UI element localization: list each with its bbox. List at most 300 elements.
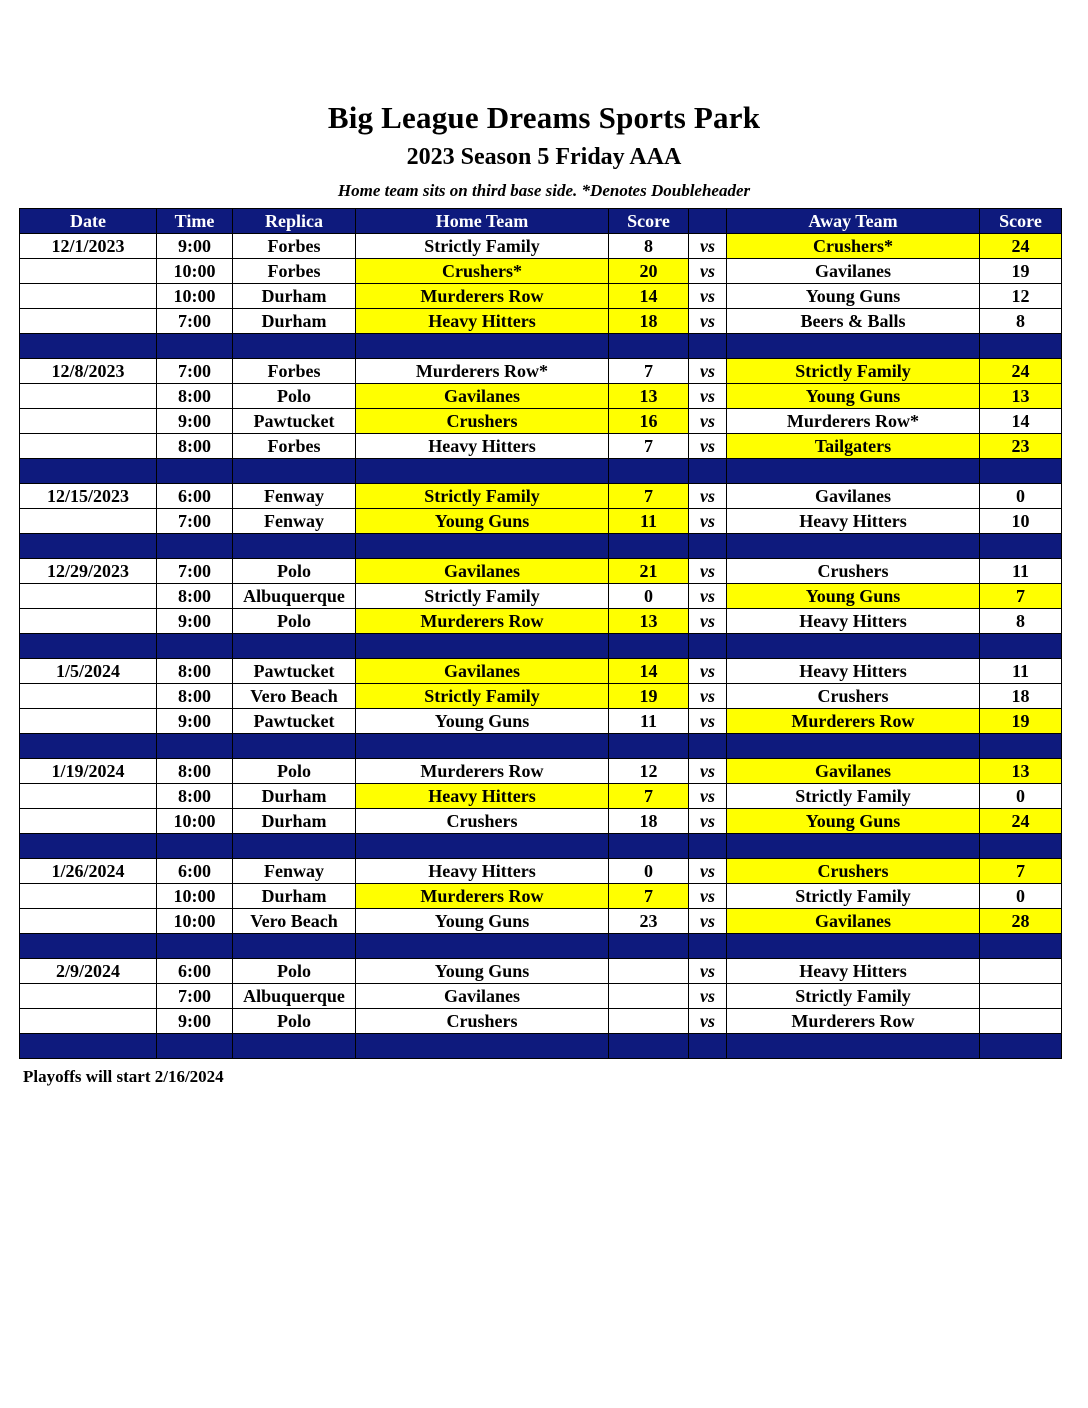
vs-cell: vs: [689, 1009, 727, 1034]
date-cell: [20, 409, 157, 434]
away-score-cell: 10: [980, 509, 1062, 534]
away-team-cell: Crushers*: [727, 234, 980, 259]
table-row: [20, 384, 1062, 409]
separator-cell: [356, 534, 609, 559]
replica-cell: Durham: [233, 284, 356, 309]
separator-cell: [233, 634, 356, 659]
separator-cell: [157, 459, 233, 484]
vs-cell: vs: [689, 884, 727, 909]
home-team-cell: Strictly Family: [356, 484, 609, 509]
table-row: [20, 484, 1062, 509]
table-row: [20, 884, 1062, 909]
replica-cell: Pawtucket: [233, 659, 356, 684]
away-score-cell: 8: [980, 609, 1062, 634]
header-note: Home team sits on third base side. *Denotes Doubleheader: [337, 181, 751, 200]
home-team-cell: Murderers Row: [356, 609, 609, 634]
table-row: [20, 409, 1062, 434]
table-row: [20, 809, 1062, 834]
replica-cell: Pawtucket: [233, 409, 356, 434]
table-row: [20, 609, 1062, 634]
away-score-cell: 24: [980, 809, 1062, 834]
separator-cell: [20, 459, 157, 484]
separator-cell: [233, 334, 356, 359]
date-cell: [20, 509, 157, 534]
home-team-cell: Heavy Hitters: [356, 784, 609, 809]
table-row: [20, 509, 1062, 534]
away-score-cell: 8: [980, 309, 1062, 334]
replica-cell: Forbes: [233, 259, 356, 284]
table-row: [20, 359, 1062, 384]
away-score-cell: 24: [980, 359, 1062, 384]
separator-cell: [20, 534, 157, 559]
time-cell: 8:00: [157, 784, 233, 809]
time-cell: 8:00: [157, 659, 233, 684]
replica-cell: Durham: [233, 784, 356, 809]
away-team-cell: Murderers Row*: [727, 409, 980, 434]
separator-cell: [20, 934, 157, 959]
away-score-cell: [980, 1009, 1062, 1034]
time-cell: 9:00: [157, 234, 233, 259]
vs-cell: vs: [689, 984, 727, 1009]
separator-cell: [689, 834, 727, 859]
away-team-cell: Beers & Balls: [727, 309, 980, 334]
home-team-cell: Strictly Family: [356, 684, 609, 709]
home-score-cell: [609, 1009, 689, 1034]
col-header-replica: Replica: [233, 209, 356, 234]
home-team-cell: Murderers Row*: [356, 359, 609, 384]
col-header-time: Time: [157, 209, 233, 234]
separator-cell: [980, 634, 1062, 659]
separator-cell: [157, 334, 233, 359]
time-cell: 8:00: [157, 434, 233, 459]
date-cell: 1/19/2024: [20, 759, 157, 784]
replica-cell: Durham: [233, 309, 356, 334]
home-score-cell: 0: [609, 584, 689, 609]
home-team-cell: Crushers: [356, 1009, 609, 1034]
home-score-cell: 14: [609, 659, 689, 684]
separator-cell: [727, 534, 980, 559]
time-cell: 8:00: [157, 759, 233, 784]
week-separator-row: [20, 534, 1062, 559]
home-team-cell: Gavilanes: [356, 559, 609, 584]
separator-cell: [157, 934, 233, 959]
separator-cell: [980, 534, 1062, 559]
home-score-cell: 16: [609, 409, 689, 434]
time-cell: 9:00: [157, 609, 233, 634]
home-team-cell: Heavy Hitters: [356, 859, 609, 884]
vs-cell: vs: [689, 309, 727, 334]
separator-cell: [727, 1034, 980, 1059]
away-score-cell: 0: [980, 784, 1062, 809]
vs-cell: vs: [689, 584, 727, 609]
separator-cell: [157, 634, 233, 659]
vs-cell: vs: [689, 234, 727, 259]
date-cell: [20, 259, 157, 284]
away-team-cell: Crushers: [727, 559, 980, 584]
time-cell: 10:00: [157, 259, 233, 284]
col-header-vs: [689, 209, 727, 234]
separator-cell: [356, 334, 609, 359]
away-team-cell: Tailgaters: [727, 434, 980, 459]
separator-cell: [727, 334, 980, 359]
separator-cell: [609, 934, 689, 959]
separator-cell: [356, 934, 609, 959]
date-cell: 12/1/2023: [20, 234, 157, 259]
away-score-cell: 7: [980, 859, 1062, 884]
separator-cell: [356, 634, 609, 659]
separator-cell: [980, 834, 1062, 859]
home-score-cell: 14: [609, 284, 689, 309]
time-cell: 9:00: [157, 1009, 233, 1034]
away-team-cell: Murderers Row: [727, 709, 980, 734]
vs-cell: vs: [689, 509, 727, 534]
week-separator-row: [20, 334, 1062, 359]
away-team-cell: Heavy Hitters: [727, 509, 980, 534]
separator-cell: [727, 634, 980, 659]
replica-cell: Vero Beach: [233, 909, 356, 934]
table-row: [20, 709, 1062, 734]
vs-cell: vs: [689, 909, 727, 934]
home-team-cell: Strictly Family: [356, 234, 609, 259]
home-score-cell: 7: [609, 484, 689, 509]
separator-cell: [20, 1034, 157, 1059]
vs-cell: vs: [689, 359, 727, 384]
home-score-cell: 11: [609, 509, 689, 534]
away-score-cell: 14: [980, 409, 1062, 434]
replica-cell: Forbes: [233, 234, 356, 259]
home-team-cell: Crushers*: [356, 259, 609, 284]
date-cell: [20, 284, 157, 309]
away-team-cell: Gavilanes: [727, 759, 980, 784]
vs-cell: vs: [689, 484, 727, 509]
away-team-cell: Heavy Hitters: [727, 659, 980, 684]
away-score-cell: [980, 984, 1062, 1009]
away-team-cell: Crushers: [727, 859, 980, 884]
table-row: [20, 984, 1062, 1009]
replica-cell: Durham: [233, 809, 356, 834]
time-cell: 7:00: [157, 359, 233, 384]
date-cell: [20, 784, 157, 809]
separator-cell: [356, 1034, 609, 1059]
table-row: [20, 684, 1062, 709]
away-score-cell: 19: [980, 259, 1062, 284]
date-cell: [20, 1009, 157, 1034]
replica-cell: Fenway: [233, 484, 356, 509]
date-cell: 1/26/2024: [20, 859, 157, 884]
date-cell: [20, 309, 157, 334]
away-score-cell: 28: [980, 909, 1062, 934]
time-cell: 9:00: [157, 709, 233, 734]
replica-cell: Forbes: [233, 434, 356, 459]
col-header-away-team: Away Team: [727, 209, 980, 234]
vs-cell: vs: [689, 609, 727, 634]
table-row: [20, 234, 1062, 259]
away-score-cell: [980, 959, 1062, 984]
away-score-cell: 13: [980, 759, 1062, 784]
away-team-cell: Young Guns: [727, 284, 980, 309]
date-cell: [20, 884, 157, 909]
home-team-cell: Heavy Hitters: [356, 309, 609, 334]
table-row: [20, 659, 1062, 684]
away-team-cell: Strictly Family: [727, 784, 980, 809]
separator-cell: [609, 1034, 689, 1059]
home-team-cell: Young Guns: [356, 959, 609, 984]
date-cell: 12/8/2023: [20, 359, 157, 384]
vs-cell: vs: [689, 284, 727, 309]
time-cell: 10:00: [157, 909, 233, 934]
home-team-cell: Murderers Row: [356, 759, 609, 784]
table-row: [20, 859, 1062, 884]
vs-cell: vs: [689, 559, 727, 584]
date-cell: [20, 609, 157, 634]
separator-cell: [233, 734, 356, 759]
table-row: [20, 909, 1062, 934]
away-score-cell: 0: [980, 484, 1062, 509]
vs-cell: vs: [689, 809, 727, 834]
col-header-home-team: Home Team: [356, 209, 609, 234]
separator-cell: [20, 834, 157, 859]
replica-cell: Polo: [233, 1009, 356, 1034]
separator-cell: [356, 734, 609, 759]
separator-cell: [689, 534, 727, 559]
date-cell: [20, 909, 157, 934]
vs-cell: vs: [689, 859, 727, 884]
separator-cell: [609, 534, 689, 559]
separator-cell: [689, 634, 727, 659]
separator-cell: [356, 834, 609, 859]
replica-cell: Polo: [233, 759, 356, 784]
separator-cell: [233, 834, 356, 859]
separator-cell: [727, 934, 980, 959]
table-row: [20, 559, 1062, 584]
separator-cell: [233, 1034, 356, 1059]
col-header-away-score: Score: [980, 209, 1062, 234]
table-row: [20, 309, 1062, 334]
away-score-cell: 23: [980, 434, 1062, 459]
date-cell: [20, 684, 157, 709]
separator-cell: [356, 459, 609, 484]
home-team-cell: Gavilanes: [356, 384, 609, 409]
replica-cell: Durham: [233, 884, 356, 909]
vs-cell: vs: [689, 259, 727, 284]
time-cell: 6:00: [157, 484, 233, 509]
home-team-cell: Strictly Family: [356, 584, 609, 609]
away-team-cell: Strictly Family: [727, 884, 980, 909]
time-cell: 6:00: [157, 859, 233, 884]
replica-cell: Polo: [233, 384, 356, 409]
separator-cell: [727, 459, 980, 484]
table-row: [20, 284, 1062, 309]
away-team-cell: Young Guns: [727, 384, 980, 409]
time-cell: 7:00: [157, 984, 233, 1009]
replica-cell: Vero Beach: [233, 684, 356, 709]
away-team-cell: Crushers: [727, 684, 980, 709]
week-separator-row: [20, 734, 1062, 759]
separator-cell: [980, 459, 1062, 484]
home-team-cell: Crushers: [356, 809, 609, 834]
separator-cell: [689, 334, 727, 359]
separator-cell: [233, 534, 356, 559]
replica-cell: Polo: [233, 559, 356, 584]
vs-cell: vs: [689, 709, 727, 734]
away-score-cell: 0: [980, 884, 1062, 909]
time-cell: 10:00: [157, 284, 233, 309]
separator-cell: [157, 534, 233, 559]
table-row: [20, 434, 1062, 459]
schedule-body: [20, 234, 1062, 1059]
separator-cell: [980, 934, 1062, 959]
home-score-cell: 8: [609, 234, 689, 259]
home-score-cell: 0: [609, 859, 689, 884]
away-score-cell: 18: [980, 684, 1062, 709]
home-team-cell: Gavilanes: [356, 984, 609, 1009]
separator-cell: [157, 734, 233, 759]
home-score-cell: 23: [609, 909, 689, 934]
playoffs-note: Playoffs will start 2/16/2024: [23, 1067, 224, 1086]
replica-cell: Albuquerque: [233, 584, 356, 609]
separator-cell: [609, 634, 689, 659]
date-cell: 1/5/2024: [20, 659, 157, 684]
home-score-cell: 21: [609, 559, 689, 584]
col-header-date: Date: [20, 209, 157, 234]
home-score-cell: 19: [609, 684, 689, 709]
table-header-row: [20, 209, 1062, 234]
vs-cell: vs: [689, 759, 727, 784]
table-row: [20, 1009, 1062, 1034]
replica-cell: Fenway: [233, 859, 356, 884]
home-team-cell: Young Guns: [356, 909, 609, 934]
home-score-cell: 7: [609, 884, 689, 909]
page-subtitle: 2023 Season 5 Friday AAA: [406, 144, 682, 170]
vs-cell: vs: [689, 659, 727, 684]
away-score-cell: 11: [980, 659, 1062, 684]
date-cell: 12/15/2023: [20, 484, 157, 509]
away-team-cell: Strictly Family: [727, 984, 980, 1009]
separator-cell: [689, 459, 727, 484]
vs-cell: vs: [689, 384, 727, 409]
home-score-cell: 13: [609, 384, 689, 409]
week-separator-row: [20, 1034, 1062, 1059]
away-team-cell: Young Guns: [727, 584, 980, 609]
home-score-cell: [609, 959, 689, 984]
vs-cell: vs: [689, 409, 727, 434]
home-team-cell: Gavilanes: [356, 659, 609, 684]
away-score-cell: 12: [980, 284, 1062, 309]
away-team-cell: Heavy Hitters: [727, 959, 980, 984]
week-separator-row: [20, 834, 1062, 859]
separator-cell: [233, 934, 356, 959]
date-cell: [20, 584, 157, 609]
home-score-cell: 7: [609, 434, 689, 459]
vs-cell: vs: [689, 434, 727, 459]
separator-cell: [980, 334, 1062, 359]
separator-cell: [20, 634, 157, 659]
home-score-cell: [609, 984, 689, 1009]
time-cell: 10:00: [157, 809, 233, 834]
table-row: [20, 784, 1062, 809]
home-team-cell: Heavy Hitters: [356, 434, 609, 459]
away-score-cell: 24: [980, 234, 1062, 259]
replica-cell: Forbes: [233, 359, 356, 384]
away-score-cell: 13: [980, 384, 1062, 409]
separator-cell: [980, 734, 1062, 759]
week-separator-row: [20, 634, 1062, 659]
week-separator-row: [20, 934, 1062, 959]
table-row: [20, 759, 1062, 784]
home-score-cell: 18: [609, 809, 689, 834]
replica-cell: Albuquerque: [233, 984, 356, 1009]
page-title: Big League Dreams Sports Park: [327, 100, 761, 135]
date-cell: [20, 984, 157, 1009]
away-team-cell: Heavy Hitters: [727, 609, 980, 634]
time-cell: 7:00: [157, 309, 233, 334]
separator-cell: [609, 459, 689, 484]
away-score-cell: 11: [980, 559, 1062, 584]
away-team-cell: Gavilanes: [727, 909, 980, 934]
vs-cell: vs: [689, 784, 727, 809]
away-score-cell: 7: [980, 584, 1062, 609]
separator-cell: [609, 734, 689, 759]
away-team-cell: Gavilanes: [727, 484, 980, 509]
time-cell: 9:00: [157, 409, 233, 434]
separator-cell: [689, 1034, 727, 1059]
home-score-cell: 7: [609, 359, 689, 384]
home-team-cell: Young Guns: [356, 709, 609, 734]
away-team-cell: Gavilanes: [727, 259, 980, 284]
home-score-cell: 11: [609, 709, 689, 734]
col-header-home-score: Score: [609, 209, 689, 234]
away-team-cell: Strictly Family: [727, 359, 980, 384]
replica-cell: Polo: [233, 959, 356, 984]
separator-cell: [609, 334, 689, 359]
away-team-cell: Young Guns: [727, 809, 980, 834]
home-score-cell: 7: [609, 784, 689, 809]
away-score-cell: 19: [980, 709, 1062, 734]
table-row: [20, 584, 1062, 609]
date-cell: [20, 709, 157, 734]
time-cell: 10:00: [157, 884, 233, 909]
separator-cell: [980, 1034, 1062, 1059]
separator-cell: [727, 834, 980, 859]
time-cell: 6:00: [157, 959, 233, 984]
separator-cell: [157, 1034, 233, 1059]
date-cell: [20, 434, 157, 459]
date-cell: 2/9/2024: [20, 959, 157, 984]
replica-cell: Fenway: [233, 509, 356, 534]
separator-cell: [609, 834, 689, 859]
separator-cell: [727, 734, 980, 759]
date-cell: [20, 384, 157, 409]
home-score-cell: 13: [609, 609, 689, 634]
separator-cell: [689, 734, 727, 759]
vs-cell: vs: [689, 959, 727, 984]
vs-cell: vs: [689, 684, 727, 709]
away-team-cell: Murderers Row: [727, 1009, 980, 1034]
home-team-cell: Crushers: [356, 409, 609, 434]
home-score-cell: 12: [609, 759, 689, 784]
time-cell: 8:00: [157, 584, 233, 609]
table-row: [20, 259, 1062, 284]
date-cell: 12/29/2023: [20, 559, 157, 584]
time-cell: 8:00: [157, 384, 233, 409]
separator-cell: [157, 834, 233, 859]
separator-cell: [20, 734, 157, 759]
home-score-cell: 18: [609, 309, 689, 334]
time-cell: 7:00: [157, 559, 233, 584]
home-team-cell: Young Guns: [356, 509, 609, 534]
separator-cell: [689, 934, 727, 959]
home-team-cell: Murderers Row: [356, 884, 609, 909]
